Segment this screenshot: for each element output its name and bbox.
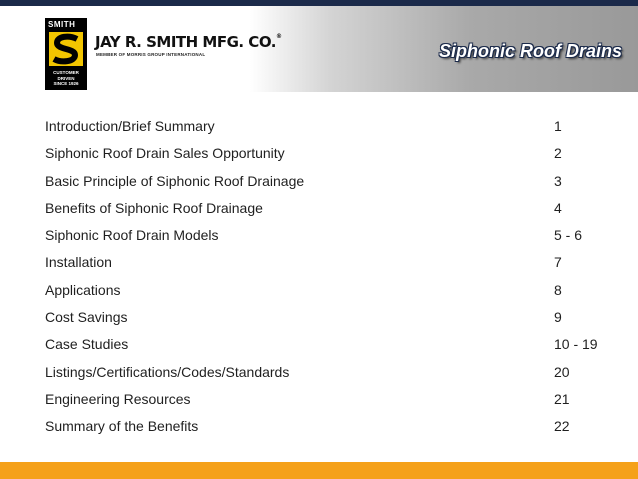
toc-row [45, 168, 605, 195]
toc-row [45, 386, 605, 413]
toc-entry-label: Engineering Resources [45, 390, 191, 407]
toc-entry-label: Introduction/Brief Summary [45, 118, 215, 134]
toc-row [45, 331, 605, 358]
toc-row [45, 249, 605, 276]
toc-entry-label: Case Studies [45, 336, 129, 353]
logo-word: SMITH [48, 20, 76, 29]
logo-tagline: CUSTOMER DRIVEN SINCE 1926 [53, 70, 79, 86]
slide-header [0, 6, 638, 92]
toc-row [45, 359, 605, 386]
toc-entry-label: Applications [45, 281, 121, 298]
slide-title: Siphonic Roof Drains [438, 41, 622, 61]
toc-entry-label: Installation [45, 254, 112, 271]
toc-entry-label: Listings/Certifications/Codes/Standards [45, 363, 290, 380]
company-logo [45, 18, 87, 90]
toc-entry-label: Siphonic Roof Drain Models [45, 227, 219, 244]
bottom-bar [0, 462, 638, 479]
toc-entry-page: 7 [554, 254, 562, 271]
toc-row [45, 113, 605, 140]
toc-entry-page: 8 [554, 281, 562, 298]
toc-entry-page: 1 [554, 118, 562, 134]
toc-entry-page: 2 [554, 145, 562, 162]
toc-entry-label: Summary of the Benefits [45, 418, 199, 435]
toc-entry-label: Benefits of Siphonic Roof Drainage [45, 199, 263, 216]
toc-entry-page: 3 [554, 172, 562, 189]
toc-entry-label: Siphonic Roof Drain Sales Opportunity [45, 145, 285, 162]
toc-row [45, 195, 605, 222]
toc-entry-page: 22 [554, 418, 570, 435]
toc-entry-page: 21 [554, 390, 570, 407]
toc-entry-page: 10 - 19 [554, 336, 598, 353]
company-name: JAY R. SMITH MFG. CO.® [95, 33, 282, 51]
toc-row [45, 277, 605, 304]
toc-entry-page: 5 - 6 [554, 227, 583, 244]
logo-s-mark-icon [49, 32, 83, 66]
toc-entry-label: Cost Savings [45, 309, 128, 326]
company-subtitle: MEMBER OF MORRIS GROUP INTERNATIONAL [96, 52, 206, 57]
toc-entry-page: 20 [554, 363, 570, 380]
toc-entry-page: 4 [554, 199, 562, 216]
toc-entry-page: 9 [554, 309, 562, 326]
table-of-contents [45, 113, 605, 441]
toc-row [45, 140, 605, 167]
toc-row [45, 413, 605, 440]
toc-row [45, 222, 605, 249]
toc-entry-label: Basic Principle of Siphonic Roof Drainage [45, 172, 305, 189]
toc-row [45, 304, 605, 331]
